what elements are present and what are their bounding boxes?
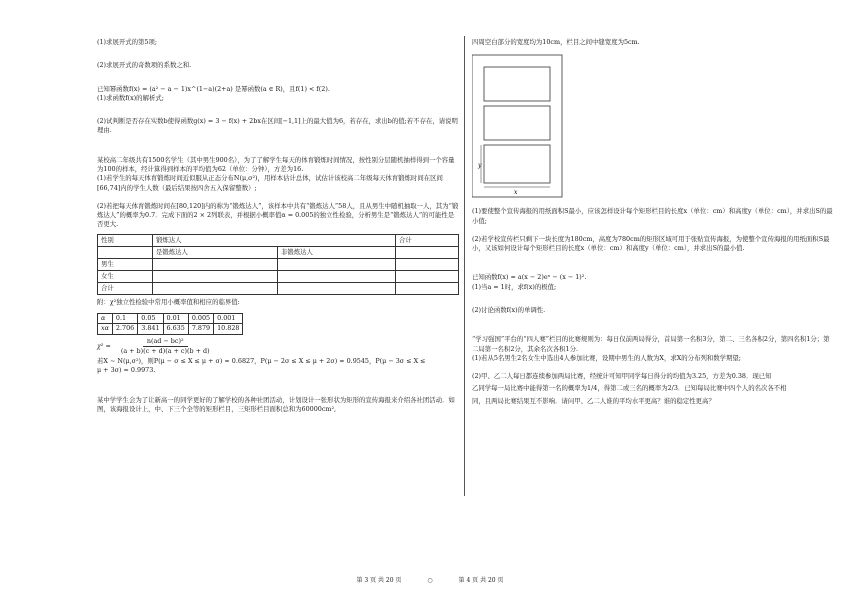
footer-page-left: 第 3 页 共 20 页 xyxy=(356,577,402,584)
contingency-table xyxy=(97,234,459,295)
q5-part1: (1)当a = 1时，求f(x)的极值; xyxy=(472,282,557,291)
q3-part1: (1)若学生的每天体育锻炼时间近似服从正态分布N(μ,σ²)，用样本估计总体，试估计该校高二年级每天体育锻炼时间在区间[66,74]内的学生人数（最后结果按四舍五入保留整数）; xyxy=(97,174,443,192)
critical-value-table: α 0.1 0.05 0.01 0.005 0.001 xα 2.706 3.841 6.635 7.879 10.828 xyxy=(97,313,243,335)
figure-label-y: y xyxy=(478,162,482,170)
table-row: 合计 xyxy=(98,282,459,294)
q4-continued: 四周空白部分的宽度均为10cm，栏目之间中缝宽度为5cm. xyxy=(472,38,640,46)
table-row: 女生 xyxy=(98,270,459,282)
right-column xyxy=(472,38,834,406)
left-column xyxy=(97,38,459,414)
q4-part2: (2)若学校宣传栏只剩下一块长度为180cm，高度为780cm的矩形区域可用于张贴宣传海报，为使整个宣传海报的用纸面积S最小，又该如何设计每个矩形栏目的长度x（单位：cm）和高度y（单位：cm），并求出S的最小值. xyxy=(472,234,830,253)
figure-label-x: x xyxy=(514,189,518,197)
q2-intro: 已知幂函数f(x) = (a² − a − 1)x^(1−a)(2+a) 是幂函数(a ∈ R)，且f(1) < f(2). xyxy=(97,84,330,93)
q2-part2: (2)试判断是否存在实数b使得函数g(x) = 3 − f(x) + 2bx在区间[−1,1]上的最大值为6，若存在，求出b的值;若不存在，请说明理由. xyxy=(97,117,458,135)
normal-note-1: 若X ∼ N(μ,σ²)，则P(μ − σ ≤ X ≤ μ + σ) ≈ 0.6827，P(μ − 2σ ≤ X ≤ μ + 2σ) ≈ 0.9545，P(μ − 3σ ≤ X ≤ xyxy=(97,357,426,366)
page-footer xyxy=(0,577,860,586)
footer-circle-icon: ○ xyxy=(427,577,433,584)
poster-figure xyxy=(472,53,834,201)
q5-part2: (2)讨论函数f(x)的单调性. xyxy=(472,305,546,314)
q6-part1: (1)若从5名男生2名女生中选出4人参加比赛，设期中男生的人数为X，求X的分布列和数学期望; xyxy=(472,353,741,362)
q4-intro: 某中学学生会为了让新高一的同学更好的了解学校的各种社团活动，计划设计一张形状为矩形的宣传海报来介绍各社团活动．如图，该海报设计上，中、下三个全等的矩形栏目，三矩形栏目面积总和为60000cm², xyxy=(97,395,455,413)
q3-part2: (2)若把每天体育锻炼时间在[80,120]内的称为“锻炼达人”，该样本中共有“锻炼达人”58人，且从男生中随机抽取一人，其为“锻炼达人”的概率为0.7．完成下面的2 × 2列联表，并根据小概率值α = 0.005的独立性检验，分析男生是“锻炼达人”的可能性是否更大. xyxy=(97,201,459,229)
column-divider xyxy=(464,36,465,496)
q1-part1: (1)求展开式的第5项; xyxy=(97,38,158,46)
q2-part1: (1)求函数f(x)的解析式; xyxy=(97,93,164,102)
q5-intro: 已知函数f(x) = a(x − 2)eˣ − (x − 1)². xyxy=(472,273,587,282)
q3-intro: 某校高二年级共有1500名学生（其中男生900名），为了了解学生每天的体育锻炼时间情况，按性别分层随机抽样得到一个容量为100的样本，经计算得到样本的平均值为62（单位：分钟），方差为16. xyxy=(97,155,455,173)
q1-part2: (2)求展开式的奇数项的系数之和. xyxy=(97,61,192,70)
q4-part1: (1)要使整个宣传海报的用纸面积S最小，应该怎样设计每个矩形栏目的长度x（单位：cm）和高度y（单位：cm），并求出S的最小值; xyxy=(472,207,833,225)
q6-part2-line2: 乙同学每一局比赛中能得第一名的概率为1/4，得第二或三名的概率为2/3．已知每局比赛中四个人的名次各不相 xyxy=(472,384,787,393)
table-header-expert: 锻炼达人 xyxy=(153,234,396,246)
table-row: 男生 xyxy=(98,258,459,270)
table-subheader-no: 非锻炼达人 xyxy=(278,246,396,258)
footer-page-right: 第 4 页 共 20 页 xyxy=(458,577,504,584)
table-subheader-yes: 是锻炼达人 xyxy=(153,246,278,258)
chi-square-formula: χ² = $\frac{\text{n(ad − bc)²}}{(a + b)(c + d)(a + c)(b + d)}$ xyxy=(97,336,210,355)
q6-part2-line1: (2)甲、乙二人每日都连续参加两局比赛，经统计可知甲同学每日得分的均值为3.25，方差为0.38．现已知 xyxy=(472,372,772,381)
appendix-note: 附：χ²独立性检验中常用小概率值和相应的临界值: xyxy=(97,297,240,306)
normal-note-2: μ + 3σ) ≈ 0.9973. xyxy=(97,366,156,375)
table-header-total: 合计 xyxy=(396,234,459,246)
q6-intro: “学习强国”平台的“四人赛”栏目的比赛规则为：每日仅前两局得分，首局第一名积3分，第二、三名各积2分，第四名积1分；第二局第一名积2分，其余名次各积1分. xyxy=(472,335,830,353)
table-header-gender: 性别 xyxy=(98,234,153,246)
q6-part2-line3: 同，且两局比赛结果互不影响．请问甲、乙二人谁的平均水平更高？谁的稳定性更高？ xyxy=(472,396,715,405)
